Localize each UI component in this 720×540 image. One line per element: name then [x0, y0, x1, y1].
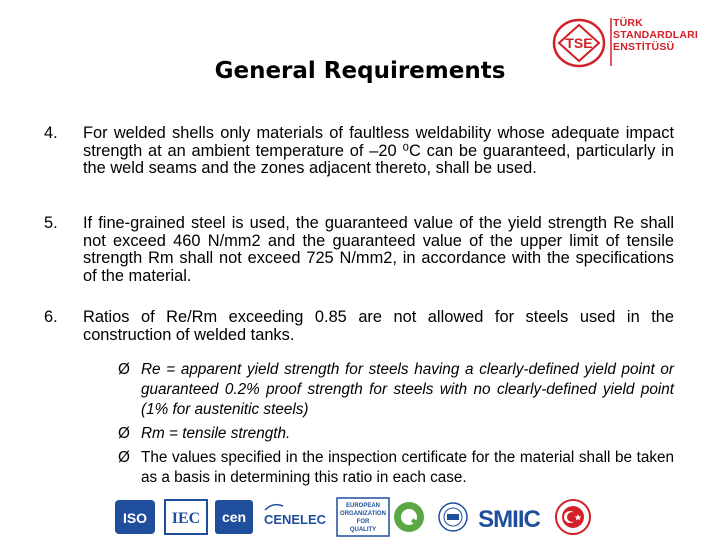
quality-q-logo	[394, 502, 424, 532]
requirement-number: 6.	[44, 308, 58, 326]
tse-logo-line-3: ENSTİTÜSÜ	[613, 41, 675, 53]
bullet-text: Rm = tensile strength.	[141, 425, 291, 442]
tse-logo-line-2: STANDARDLARI	[613, 29, 699, 41]
svg-text:SMIIC: SMIIC	[478, 506, 540, 533]
cen-logo	[215, 500, 253, 534]
bullet-text: The values specified in the inspection certificate for the material shall be taken as a basis in determining this ratio in each case.	[141, 449, 674, 486]
svg-text:EUROPEAN: EUROPEAN	[345, 503, 381, 509]
eoq-logo	[337, 498, 389, 536]
turkey-emblem-logo	[556, 500, 590, 534]
definition-rm	[118, 424, 674, 444]
tse-logo-text	[613, 17, 698, 53]
seal-logo	[439, 503, 467, 531]
svg-text:cen: cen	[221, 509, 247, 525]
svg-text:QUALITY: QUALITY	[349, 527, 377, 533]
requirement-number: 5.	[44, 214, 58, 232]
arrow-bullet-icon: Ø	[118, 361, 130, 378]
bullet-text: Re = apparent yield strength for steels having a clearly-defined yield point or guaranteed 0.2% proof strength for steels with no clearly-defined yield point (1% for austenitic steels)	[141, 361, 674, 418]
svg-text:IEC: IEC	[171, 510, 201, 527]
svg-text:ORGANIZATION: ORGANIZATION	[340, 511, 386, 517]
requirement-text: For welded shells only materials of faultless weldability whose adequate impact strength at an ambient temperature of –20 ⁰C can be guaranteed, particularly in the weld seams and the zones adjacent thereto, shall be used.	[83, 124, 674, 177]
tse-logo-line-1: TÜRK	[613, 17, 643, 29]
footer-logo-strip	[113, 494, 673, 540]
cenelec-logo	[264, 505, 327, 527]
definition-list	[118, 360, 674, 492]
arrow-bullet-icon: Ø	[118, 425, 130, 442]
smiic-logo	[478, 506, 540, 533]
requirement-text: If fine-grained steel is used, the guaranteed value of the yield strength Re shall not exceed 460 N/mm2 and the guaranteed value of the upper limit of tensile strength Rm shall not exceed 725 N/mm2, in accordance with the specifications of the material.	[83, 214, 674, 285]
svg-text:CENELEC: CENELEC	[263, 512, 327, 527]
arrow-bullet-icon: Ø	[118, 449, 130, 466]
requirement-number: 4.	[44, 124, 58, 142]
requirement-text: Ratios of Re/Rm exceeding 0.85 are not allowed for steels used in the construction of welded tanks.	[83, 308, 674, 344]
svg-text:FOR: FOR	[356, 519, 370, 525]
iso-logo	[115, 500, 155, 534]
iec-logo	[165, 500, 207, 534]
definition-certificate	[118, 448, 674, 488]
definition-re	[118, 360, 674, 420]
tse-logo-mark: TSE	[565, 35, 593, 51]
svg-text:ISO: ISO	[122, 510, 148, 526]
page-title: General Requirements	[214, 58, 506, 84]
